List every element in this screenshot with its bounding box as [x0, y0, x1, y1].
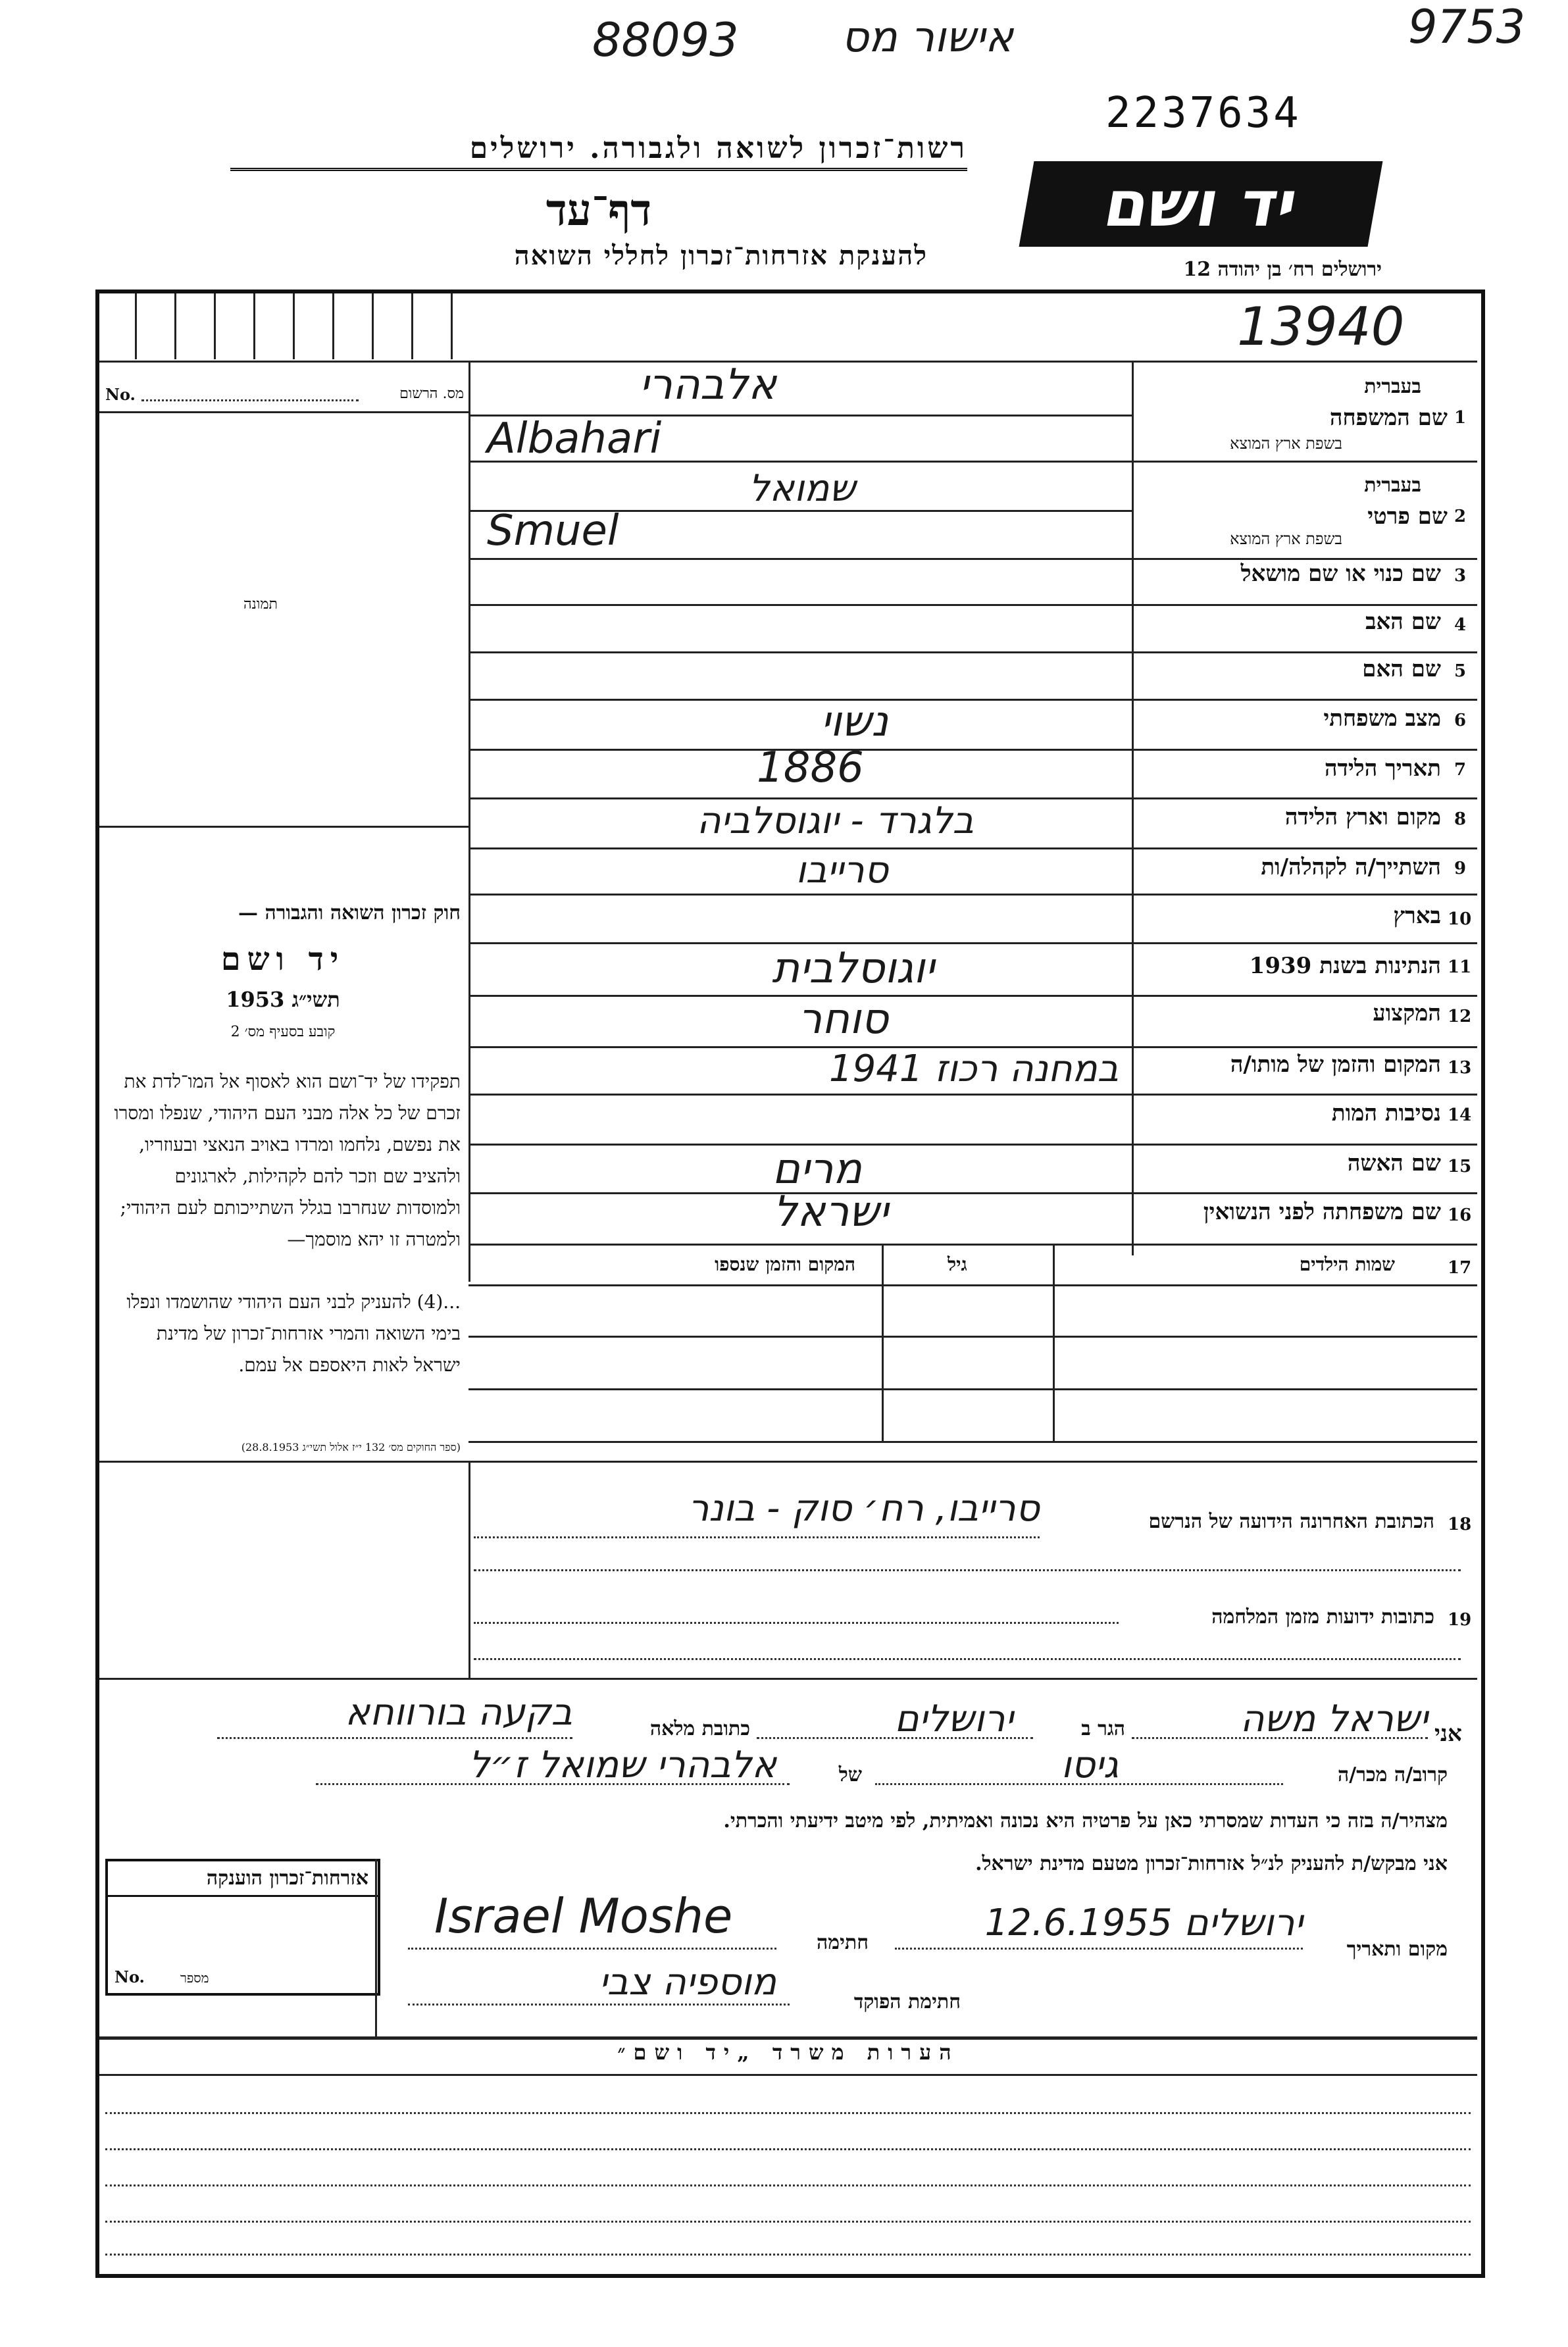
decl-request: אני מבקש/ת להעניק לנ״ל אזרחות־זכרון מטעם מדינת ישראל. [975, 1852, 1448, 1875]
relative-label: קרוב/ה מכר/ה [1338, 1763, 1448, 1786]
children-col-place: המקום והזמן שנספו [715, 1253, 855, 1275]
full-address: בקעה בורווחא [345, 1691, 572, 1734]
law-source: (ספר החוקים מס׳ 132 י״ז אלול תשי״ג 28.8.1953) [241, 1441, 461, 1453]
field-6-label: מצב משפחתי [1323, 705, 1441, 732]
lang-native-1: בשפת ארץ המוצא [1230, 434, 1342, 453]
field-9-value: סרייבו [796, 849, 888, 892]
stamped-number: 2237634 [1105, 89, 1302, 138]
field-13-value: במחנה רכוז 1941 [829, 1047, 1119, 1090]
children-col-age: גיל [948, 1253, 967, 1275]
relative-of: אלבהרי שמואל ז״ל [468, 1744, 776, 1786]
field-16-value: ישראל [773, 1188, 888, 1236]
citizenship-box-title: אזרחות־זכרון הוענקה [108, 1861, 378, 1897]
no-label: No. [105, 385, 136, 404]
field-2-label: שם פרטי [1367, 503, 1448, 530]
of-label: של [838, 1763, 862, 1786]
field-15-num: 15 [1448, 1157, 1472, 1176]
field-11-label: הנתינות בשנת 1939 [1249, 953, 1441, 979]
field-13-num: 13 [1448, 1058, 1472, 1078]
official-signature: מוספיה צבי [599, 1961, 776, 2004]
handwritten-id: 13940 [1237, 296, 1405, 357]
handwritten-number: 88093 [592, 13, 739, 67]
place-date-label: מקום ותאריך [1346, 1938, 1448, 1961]
lives-in-label: הגר ב [1081, 1717, 1125, 1740]
reg-no-label: מס. הרשום [399, 386, 464, 402]
field-6-value: נשוי [821, 697, 888, 746]
field-1-num: 1 [1454, 408, 1467, 428]
signature-label: חתימה [817, 1931, 869, 1954]
lang-hebrew-1: בעברית [1364, 375, 1421, 398]
lang-hebrew-2: בעברית [1364, 474, 1421, 497]
field-1-value-he: אלבהרי [639, 361, 776, 409]
field-8-num: 8 [1454, 809, 1467, 829]
field-12-value: סוחר [798, 995, 888, 1044]
children-num: 17 [1448, 1258, 1472, 1278]
field-18-value: סרייבו, רח׳ סוק - בונר [688, 1487, 1040, 1530]
field-3-num: 3 [1454, 566, 1467, 586]
decl-statement: מצהיר/ה בזה כי העדות שמסרתי כאן על פרטיה היא נכונה ואמיתית, לפי מיטב ידיעתי והכרתי. [723, 1809, 1448, 1832]
official-label: חתימת הפוקד [853, 1990, 961, 2013]
signature: Israel Moshe [434, 1888, 733, 1944]
field-16-label: שם משפחתה לפני הנשואין [1203, 1199, 1441, 1225]
law-name: יד ושם [220, 941, 345, 978]
field-11-num: 11 [1448, 957, 1472, 977]
decl-ani: אני [1434, 1721, 1462, 1747]
handwritten-approval-tag: אישור מס [841, 13, 1013, 62]
children-col-names: שמות הילדים [1299, 1253, 1395, 1275]
citizenship-box [105, 1859, 380, 1996]
field-9-num: 9 [1454, 859, 1467, 878]
relation: גיסו [1061, 1744, 1119, 1786]
law-body-2: ...(4) להעניק לבני העם היהודי שהושמדו ונפלו בימי השואה והמרי אזרחות־זכרון של מדינת ישראל לאות היאספם אל עמם. [126, 1291, 461, 1376]
field-2-value-native: Smuel [487, 507, 619, 555]
field-10-label: בארץ [1393, 903, 1441, 929]
field-7-num: 7 [1454, 760, 1467, 780]
field-14-num: 14 [1448, 1105, 1472, 1125]
field-8-value: בלגרד - יוגוסלביה [696, 799, 974, 842]
field-7-value: 1886 [757, 744, 864, 792]
field-15-label: שם האשה [1347, 1150, 1441, 1176]
field-18-label: הכתובת האחרונה הידועה של הנרשם [1148, 1510, 1434, 1533]
law-year: תשי״ג 1953 [226, 987, 340, 1012]
tick-row [99, 293, 470, 359]
field-12-label: המקצוע [1373, 1000, 1441, 1026]
law-title: חוק זכרון השואה והגבורה — [238, 901, 461, 924]
field-8-label: מקום וארץ הלידה [1284, 804, 1441, 830]
field-7-label: תאריך הלידה [1324, 755, 1441, 782]
field-14-label: נסיבות המות [1331, 1100, 1441, 1126]
photo-label: תמונה [243, 596, 278, 613]
logo-text: יד ושם [1098, 167, 1303, 241]
citizenship-box-no: No. [114, 1967, 145, 1986]
field-4-num: 4 [1454, 615, 1467, 635]
lang-native-2: בשפת ארץ המוצא [1230, 530, 1342, 548]
place-date: ירושלים 12.6.1955 [984, 1902, 1303, 1944]
field-11-value: יוגוסלבית [772, 944, 934, 993]
law-body-1: תפקידו של יד־ושם הוא לאסוף אל המו־לדת את זכרם של כל אלה מבני העם היהודי, שנפלו ומסרו את נפשם, נלחמו ומרדו באויב הנאצי ובעוזריו, ולהציב שם וזכר להם לקהילות, לארגונים ולמוסדות שנחרבו בגלל השתייכותם לעם היהודי; ולמטרה זו יהא מוסמך— [114, 1071, 461, 1250]
logo-address: ירושלים רח׳ בן יהודה 12 [1183, 258, 1382, 281]
field-13-label: המקום והזמן של מותו/ה [1230, 1051, 1441, 1078]
field-16-num: 16 [1448, 1205, 1472, 1225]
field-9-label: השתייך/ה לקהלה/ות [1261, 854, 1441, 880]
yad-vashem-logo [1019, 161, 1383, 247]
field-3-label: שם כנוי או שם מושאל [1240, 561, 1441, 587]
field-10-num: 10 [1448, 909, 1472, 929]
full-address-label: כתובת מלאה [649, 1717, 750, 1740]
field-1-label: שם המשפחה [1329, 405, 1448, 431]
field-6-num: 6 [1454, 711, 1467, 730]
field-5-num: 5 [1454, 661, 1467, 681]
citizenship-box-number-label: מספר [180, 1970, 209, 1986]
field-15-value: מרים [772, 1145, 862, 1194]
field-1-value-native: Albahari [487, 415, 662, 463]
office-notes-title: הערות משרד „יד ושם״ [617, 2040, 959, 2065]
field-4-label: שם האב [1365, 609, 1441, 635]
corner-number: 9753 [1408, 0, 1526, 54]
field-18-num: 18 [1448, 1515, 1472, 1534]
form-subtitle: להענקת אזרחות־זכרון לחללי השואה [514, 240, 928, 271]
field-12-num: 12 [1448, 1007, 1472, 1026]
field-2-value-he: שמואל [748, 467, 855, 510]
field-19-label: כתובות ידועות מזמן המלחמה [1211, 1605, 1434, 1628]
field-19-num: 19 [1448, 1610, 1472, 1630]
city: ירושלים [894, 1698, 1013, 1740]
law-ref: קובע בסעיף מס׳ 2 [230, 1024, 336, 1040]
form-title: דף־עד [545, 184, 652, 236]
declarant-name: ישראל משה [1240, 1698, 1428, 1740]
authority-title: רשות־זכרון לשואה ולגבורה. ירושלים [230, 132, 967, 171]
field-5-label: שם האם [1362, 656, 1441, 682]
field-2-num: 2 [1454, 507, 1467, 526]
